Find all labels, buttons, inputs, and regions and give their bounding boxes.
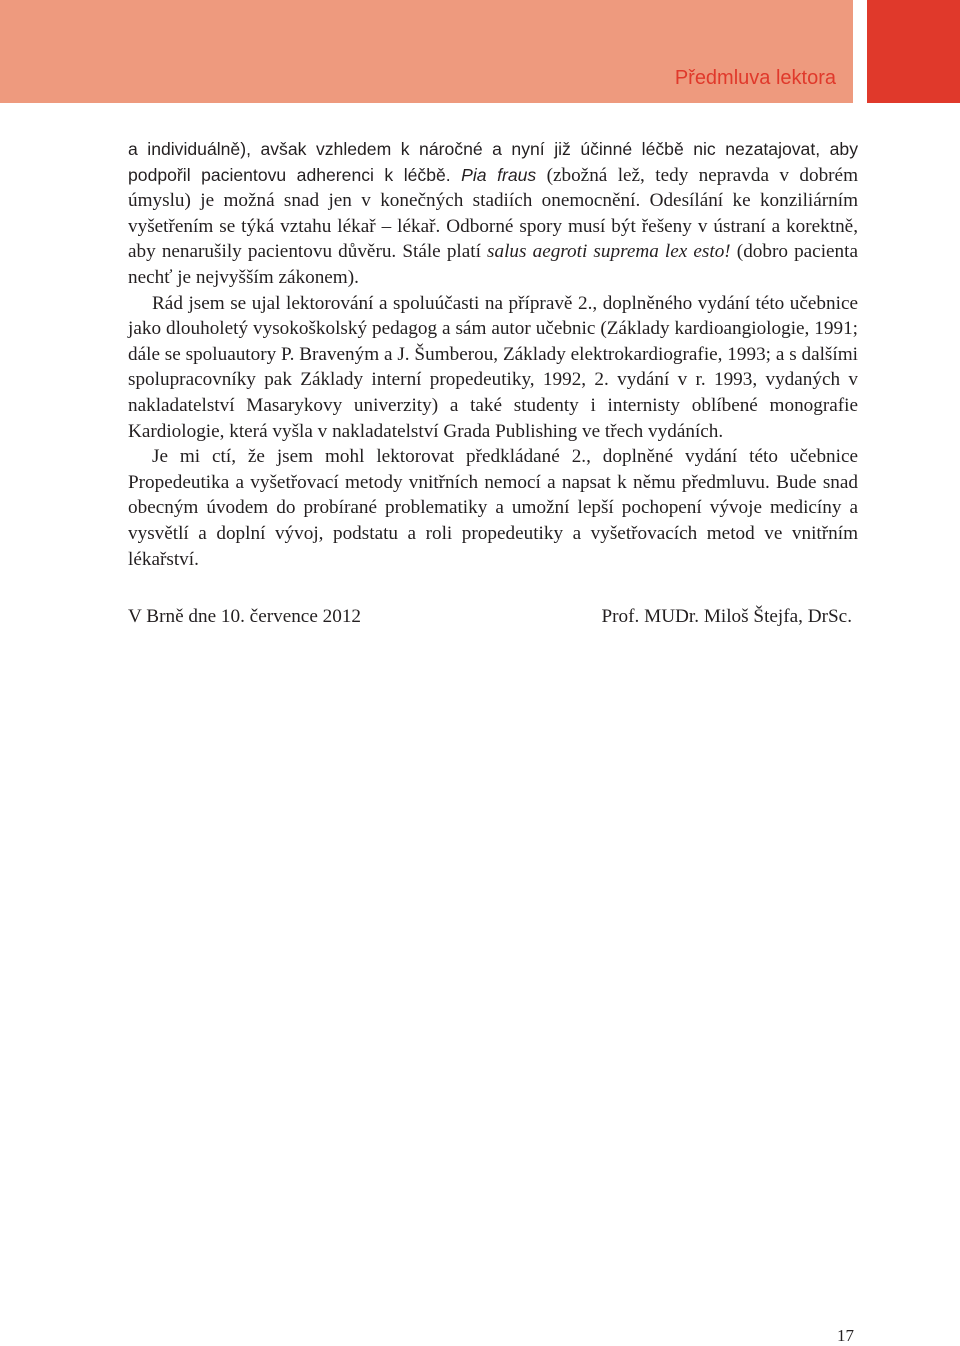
paragraph-1 <box>128 137 858 291</box>
paragraph-1-part-3: (dobro pacienta nechť je nejvyšším zákonem). <box>128 241 858 288</box>
paragraph-3: Je mi ctí, že jsem mohl lektorovat předkládané 2., doplněné vydání této učebnice Propedeutika a vyšetřovací metody vnitřních nemocí a napsat k němu předmluvu. Bude snad obecným úvodem do probírané problematiky a umožní lepší pochopení vývoje medicíny a vysvětlí a doplní vývoj, podstatu a roli propedeutiky a vyšetřovacích metod ve vnitřním lékařství. <box>128 446 858 570</box>
header-accent-block <box>867 0 960 103</box>
paragraph-1-italic-2: salus aegroti suprema lex esto! <box>487 241 731 263</box>
author-signature: Prof. MUDr. Miloš Štejfa, DrSc. <box>601 606 852 627</box>
place-date: V Brně dne 10. července 2012 <box>128 606 362 627</box>
paragraph-1-part-1: a individuálně), avšak vzhledem k náročné a nyní již účinné léčbě nic nezatajovat, aby podpořil pacientovu adherenci k léčbě. <box>128 139 858 185</box>
paragraph-1-part-2: (zbožná lež, tedy nepravda v dobrém úmyslu) je možná snad jen v konečných stadiích onemocnění. Odesílání ke konziliárním vyšetřením se týká vztahu lékař – lékař. Odborné spory musí být řešeny v ústraní a korektně, aby nenarušily pacientovu důvěru. Stále platí <box>128 164 858 263</box>
paragraph-2: Rád jsem se ujal lektorování a spoluúčasti na přípravě 2., doplněného vydání této učebnice jako dlouholetý vysokoškolský pedagog a sám autor učebnic (Základy kardioangiologie, 1991; dále se spoluautory P. Braveným a J. Šumberou, Základy elektrokardiografie, 1993; a s dalšími spolupracovníky pak Základy interní propedeutiky, 1992, 2. vydání v r. 1993, vydaných v nakladatelství Masarykovy univerzity) a také studenty i internisty oblíbené monografie Kardiologie, která vyšla v nakladatelství Grada Publishing ve třech vydáních. <box>128 292 858 442</box>
page-number: 17 <box>837 1326 854 1345</box>
paragraph-1-italic-1: Pia fraus <box>461 164 537 185</box>
chapter-title: Předmluva lektora <box>674 67 836 89</box>
body-text <box>128 137 858 572</box>
signature-line <box>128 606 852 628</box>
